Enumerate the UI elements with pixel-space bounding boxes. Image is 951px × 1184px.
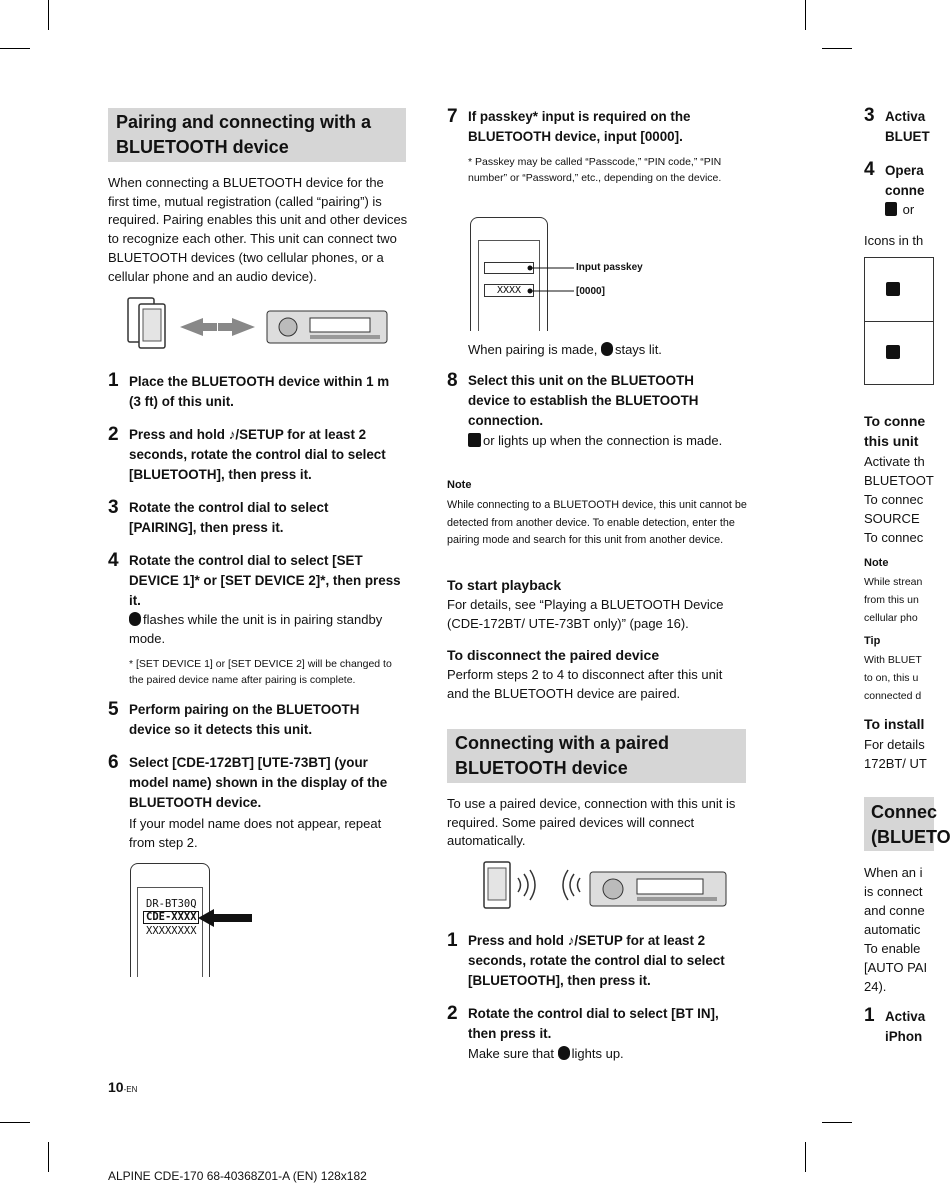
body-line: [AUTO PAI [864, 960, 928, 975]
step-number: 1 [864, 1005, 875, 1026]
bluetooth-icon [129, 612, 141, 626]
passkey-field: XXXX [484, 284, 534, 297]
step-8-text: Select this unit on the BLUETOOTH device to establish the BLUETOOTH connection. [468, 373, 699, 428]
step-text: Opera [885, 163, 924, 178]
body-line: 24). [864, 979, 887, 994]
crop-mark [822, 1122, 852, 1123]
section-header: Pairing and connecting with a BLUETOOTH device [116, 112, 372, 157]
step-b2-detail-end: lights up. [571, 1046, 624, 1061]
unit-buttons [310, 335, 380, 339]
step-number: 1 [447, 930, 458, 951]
arrow-left-icon [218, 318, 255, 336]
step-number: 1 [108, 370, 119, 391]
crop-mark [48, 0, 49, 30]
body-line: SOURCE [864, 511, 920, 526]
step-b2-detail: Make sure that [468, 1046, 554, 1061]
crop-mark [805, 0, 806, 30]
step-number: 2 [447, 1003, 458, 1024]
step-4-detail: flashes while the unit is in pairing standby mode. [129, 612, 383, 646]
passkey-label: Input passkey [576, 262, 643, 273]
intro-2-text: To use a paired device, connection with this unit is required. Some paired devices will connect automatically. [447, 796, 736, 849]
tip-line: connected d [864, 690, 922, 702]
callout-lines [526, 262, 576, 298]
tip-heading: Tip [864, 635, 881, 647]
connecting-illustration [482, 860, 730, 912]
step-number: 4 [864, 159, 875, 180]
unit-display [310, 318, 370, 332]
step-number: 3 [864, 105, 875, 126]
device-list-item: XXXXXXXX [146, 925, 197, 937]
icons-text: Icons in th [864, 233, 924, 248]
step-number: 8 [447, 370, 458, 391]
note-heading: Note [447, 479, 472, 491]
body-line: automatic [864, 922, 921, 937]
body-line: Activate th [864, 454, 925, 469]
intro-text: When connecting a BLUETOOTH device for the first time, mutual registration (called “pairing”) is required. Pairing enables this unit and other devices to recognize each other. This unit can connect two BLUETOOTH devices (two cellular phones, or a cellular phone and an audio device). [108, 175, 408, 284]
step-b1-text: Press and hold ♪/SETUP for at least 2 seconds, rotate the control dial to select [BLUETOOTH], then press it. [468, 933, 725, 988]
step-b2-text: Rotate the control dial to select [BT IN], then press it. [468, 1006, 719, 1041]
audio-device-icon [886, 345, 900, 359]
pairing-made-text: When pairing is made, [468, 342, 598, 357]
page-suffix: -EN [123, 1085, 138, 1094]
crop-mark [822, 48, 852, 49]
body-line: When an i [864, 865, 923, 880]
sub-heading: this unit [864, 433, 919, 449]
step-text: or [902, 202, 915, 217]
table-divider [864, 321, 934, 322]
step-7-text: If passkey* input is required on the BLUETOOTH device, input [0000]. [468, 109, 691, 144]
step-number: 2 [108, 424, 119, 445]
unit-buttons [637, 897, 717, 901]
passkey-value: [0000] [576, 286, 605, 297]
crop-mark [0, 48, 30, 49]
body-line: and conne [864, 903, 925, 918]
step-text: BLUET [885, 129, 930, 144]
crop-mark [805, 1142, 806, 1172]
step-6-text: Select [CDE-172BT] [UTE-73BT] (your model name) shown in the display of the BLUETOOTH device. [129, 755, 388, 810]
step-1-text: Place the BLUETOOTH device within 1 m (3 ft) of this unit. [129, 374, 390, 409]
pointer-arrow-icon [196, 907, 256, 929]
body-line: To connec [864, 492, 924, 507]
tip-line: to on, this u [864, 672, 919, 684]
step-8-detail: or lights up when the connection is made. [483, 433, 723, 448]
step-2-text: Press and hold ♪/SETUP for at least 2 seconds, rotate the control dial to select [BLUETOOTH], then press it. [129, 427, 386, 482]
phone-screen [143, 309, 161, 341]
disconnect-text: Perform steps 2 to 4 to disconnect after this unit and the BLUETOOTH device are paired. [447, 667, 723, 701]
sub-heading: To conne [864, 413, 926, 429]
unit-display [637, 879, 703, 894]
step-number: 5 [108, 699, 119, 720]
crop-mark [0, 1122, 30, 1123]
arrow-right-icon [180, 318, 217, 336]
crop-mark [48, 1142, 49, 1172]
body-line: BLUETOOT [864, 473, 934, 488]
body-line: To enable [864, 941, 921, 956]
phone-icon [885, 202, 897, 216]
device-list-item: DR-BT30Q [146, 898, 197, 910]
phone-icon [886, 282, 900, 296]
device-list-item-selected: CDE-XXXX [146, 911, 197, 923]
pairing-made-end: stays lit. [614, 342, 662, 357]
step-6-detail: If your model name does not appear, repeat from step 2. [129, 816, 382, 850]
step-text: Activa [885, 109, 926, 124]
step-4-footnote: * [SET DEVICE 1] or [SET DEVICE 2] will be changed to the paired device name after pairing is complete. [129, 658, 392, 686]
body-line: To connec [864, 530, 924, 545]
section-header-2: Connecting with a paired BLUETOOTH device [455, 733, 670, 778]
step-3-text: Rotate the control dial to select [PAIRING], then press it. [129, 500, 329, 535]
step-7-footnote: * Passkey may be called “Passcode,” “PIN code,” “PIN number” or “Password,” etc., depending on the device. [468, 156, 722, 184]
note-text: While connecting to a BLUETOOTH device, this unit cannot be detected from another device. To enable detection, enter the pairing mode and search for this unit from another device. [447, 499, 747, 546]
note-line: While strean [864, 576, 923, 588]
print-footer: ALPINE CDE-170 68-40368Z01-A (EN) 128x182 [108, 1169, 367, 1183]
bluetooth-icon [601, 342, 613, 356]
pairing-illustration [125, 296, 390, 348]
disconnect-heading: To disconnect the paired device [447, 647, 660, 663]
body-line: 172BT/ UT [864, 756, 927, 771]
signal-waves-icon [518, 870, 535, 900]
tip-line: With BLUET [864, 654, 922, 666]
control-dial [279, 318, 297, 336]
phone-connected-icon [468, 433, 481, 447]
signal-waves-icon [563, 870, 580, 900]
step-text: iPhon [885, 1029, 923, 1044]
step-number: 6 [108, 752, 119, 773]
step-number: 7 [447, 106, 458, 127]
section-header: (BLUETO [871, 827, 951, 847]
step-number: 3 [108, 497, 119, 518]
phone-screen [488, 868, 506, 900]
page-number: 10 [108, 1079, 124, 1095]
step-text: conne [885, 183, 925, 198]
right-column-clip [864, 0, 951, 1184]
note-heading: Note [864, 557, 889, 569]
start-playback-text: For details, see “Playing a BLUETOOTH Device (CDE-172BT/ UTE-73BT only)” (page 16). [447, 597, 724, 631]
body-line: is connect [864, 884, 923, 899]
note-line: cellular pho [864, 612, 918, 624]
step-4-text: Rotate the control dial to select [SET DEVICE 1]* or [SET DEVICE 2]*, then press it. [129, 553, 401, 608]
start-playback-heading: To start playback [447, 577, 562, 593]
section-header: Connec [871, 802, 938, 822]
step-text: Activa [885, 1009, 926, 1024]
control-dial [603, 879, 623, 899]
note-line: from this un [864, 594, 919, 606]
sub-heading: To install [864, 716, 925, 732]
body-line: For details [864, 737, 925, 752]
step-number: 4 [108, 550, 119, 571]
bluetooth-icon [558, 1046, 570, 1060]
step-5-text: Perform pairing on the BLUETOOTH device so it detects this unit. [129, 702, 360, 737]
